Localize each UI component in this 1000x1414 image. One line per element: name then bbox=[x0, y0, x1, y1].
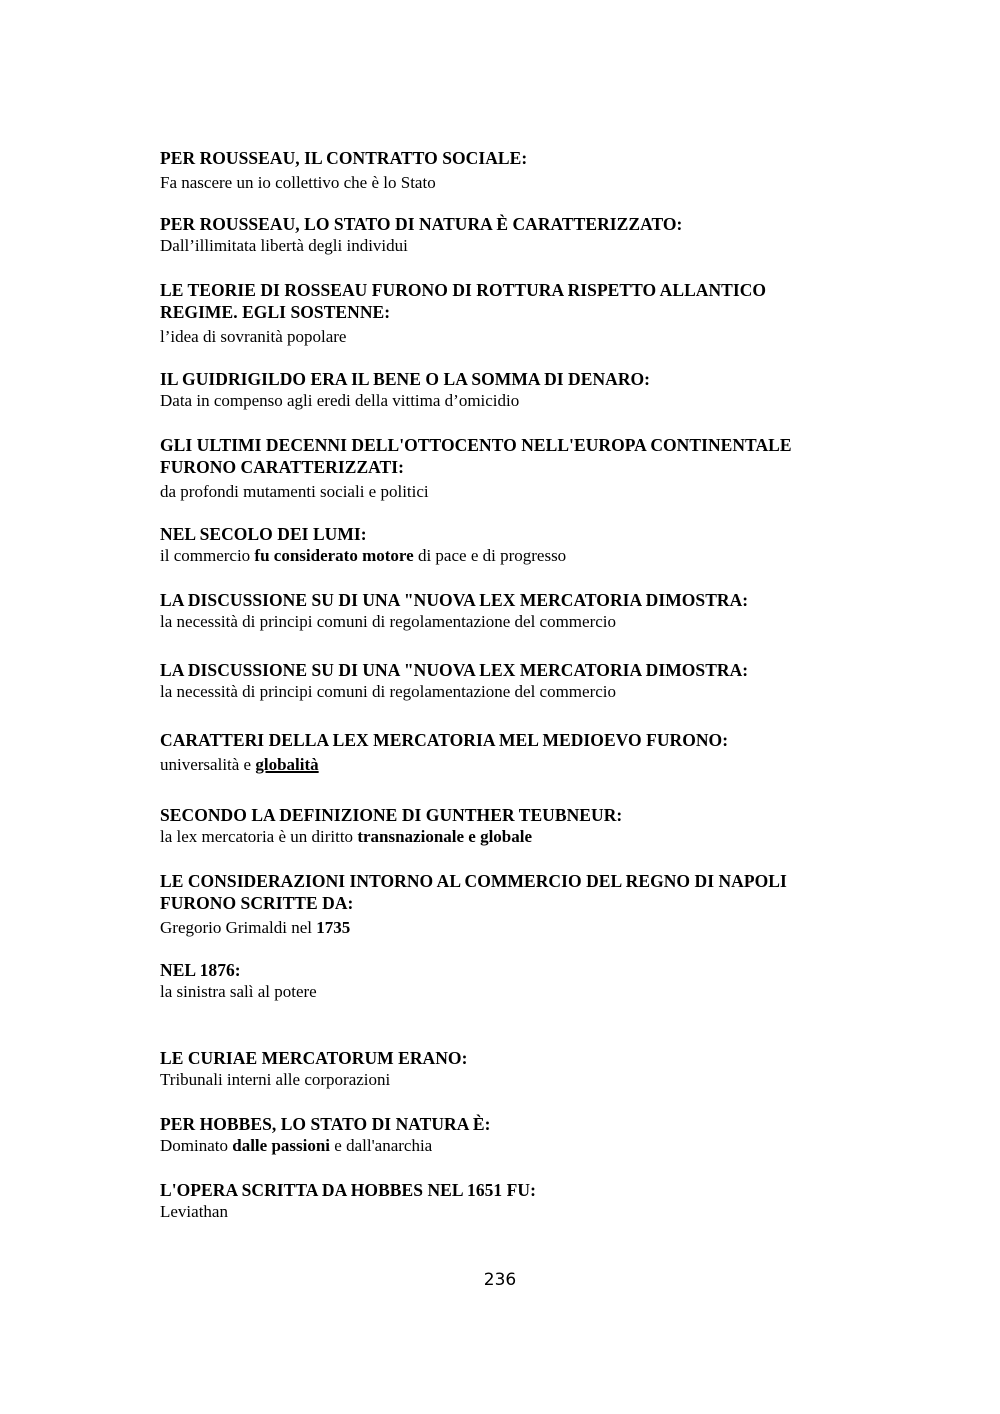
qa-item bbox=[160, 1113, 840, 1157]
question: LA DISCUSSIONE SU DI UNA "NUOVA LEX MERCATORIA DIMOSTRA: bbox=[160, 660, 749, 680]
question: SECONDO LA DEFINIZIONE DI GUNTHER TEUBNEUR: bbox=[160, 805, 623, 825]
answer: la necessità di principi comuni di regolamentazione del commercio bbox=[160, 682, 617, 701]
answer: il commercio fu considerato motore di pace e di progresso bbox=[160, 546, 567, 565]
qa-item bbox=[160, 870, 840, 939]
qa-item bbox=[160, 147, 840, 194]
answer: Fa nascere un io collettivo che è lo Stato bbox=[160, 173, 436, 192]
answer: Leviathan bbox=[160, 1202, 228, 1221]
page-number: 236 bbox=[483, 1270, 517, 1290]
qa-item bbox=[160, 1179, 840, 1223]
question: IL GUIDRIGILDO ERA IL BENE O LA SOMMA DI DENARO: bbox=[160, 369, 651, 389]
question: CARATTERI DELLA LEX MERCATORIA MEL MEDIOEVO FURONO: bbox=[160, 730, 729, 750]
question: NEL 1876: bbox=[160, 960, 241, 980]
qa-list bbox=[160, 147, 840, 1223]
answer: Data in compenso agli eredi della vittima d’omicidio bbox=[160, 391, 520, 410]
qa-item bbox=[160, 368, 840, 412]
answer: Gregorio Grimaldi nel 1735 bbox=[160, 918, 351, 937]
answer: Tribunali interni alle corporazioni bbox=[160, 1070, 391, 1089]
answer: la sinistra salì al potere bbox=[160, 982, 317, 1001]
qa-item bbox=[160, 279, 840, 348]
answer: l’idea di sovranità popolare bbox=[160, 327, 347, 346]
answer: la necessità di principi comuni di regolamentazione del commercio bbox=[160, 612, 617, 631]
qa-item bbox=[160, 523, 840, 567]
question: PER ROUSSEAU, IL CONTRATTO SOCIALE: bbox=[160, 148, 528, 168]
question: L'OPERA SCRITTA DA HOBBES NEL 1651 FU: bbox=[160, 1180, 536, 1200]
qa-item bbox=[160, 213, 840, 257]
question: LE CONSIDERAZIONI INTORNO AL COMMERCIO DEL REGNO DI NAPOLI FURONO SCRITTE DA: bbox=[160, 871, 787, 913]
qa-item bbox=[160, 434, 840, 503]
qa-item bbox=[160, 729, 840, 776]
question: GLI ULTIMI DECENNI DELL'OTTOCENTO NELL'EUROPA CONTINENTALE FURONO CARATTERIZZATI: bbox=[160, 435, 792, 477]
answer: universalità e globalità bbox=[160, 755, 319, 774]
question: LE TEORIE DI ROSSEAU FURONO DI ROTTURA RISPETTO ALLANTICO REGIME. EGLI SOSTENNE: bbox=[160, 280, 767, 322]
question: LE CURIAE MERCATORUM ERANO: bbox=[160, 1048, 468, 1068]
qa-item bbox=[160, 1047, 840, 1091]
question: PER ROUSSEAU, LO STATO DI NATURA È CARATTERIZZATO: bbox=[160, 214, 683, 234]
question: NEL SECOLO DEI LUMI: bbox=[160, 524, 367, 544]
qa-item bbox=[160, 659, 840, 703]
qa-item bbox=[160, 959, 840, 1003]
answer: la lex mercatoria è un diritto transnazionale e globale bbox=[160, 827, 533, 846]
question: LA DISCUSSIONE SU DI UNA "NUOVA LEX MERCATORIA DIMOSTRA: bbox=[160, 590, 749, 610]
qa-item bbox=[160, 589, 840, 633]
answer: Dall’illimitata libertà degli individui bbox=[160, 236, 408, 255]
answer: Dominato dalle passioni e dall'anarchia bbox=[160, 1136, 433, 1155]
answer: da profondi mutamenti sociali e politici bbox=[160, 482, 429, 501]
question: PER HOBBES, LO STATO DI NATURA È: bbox=[160, 1114, 491, 1134]
qa-item bbox=[160, 804, 840, 848]
